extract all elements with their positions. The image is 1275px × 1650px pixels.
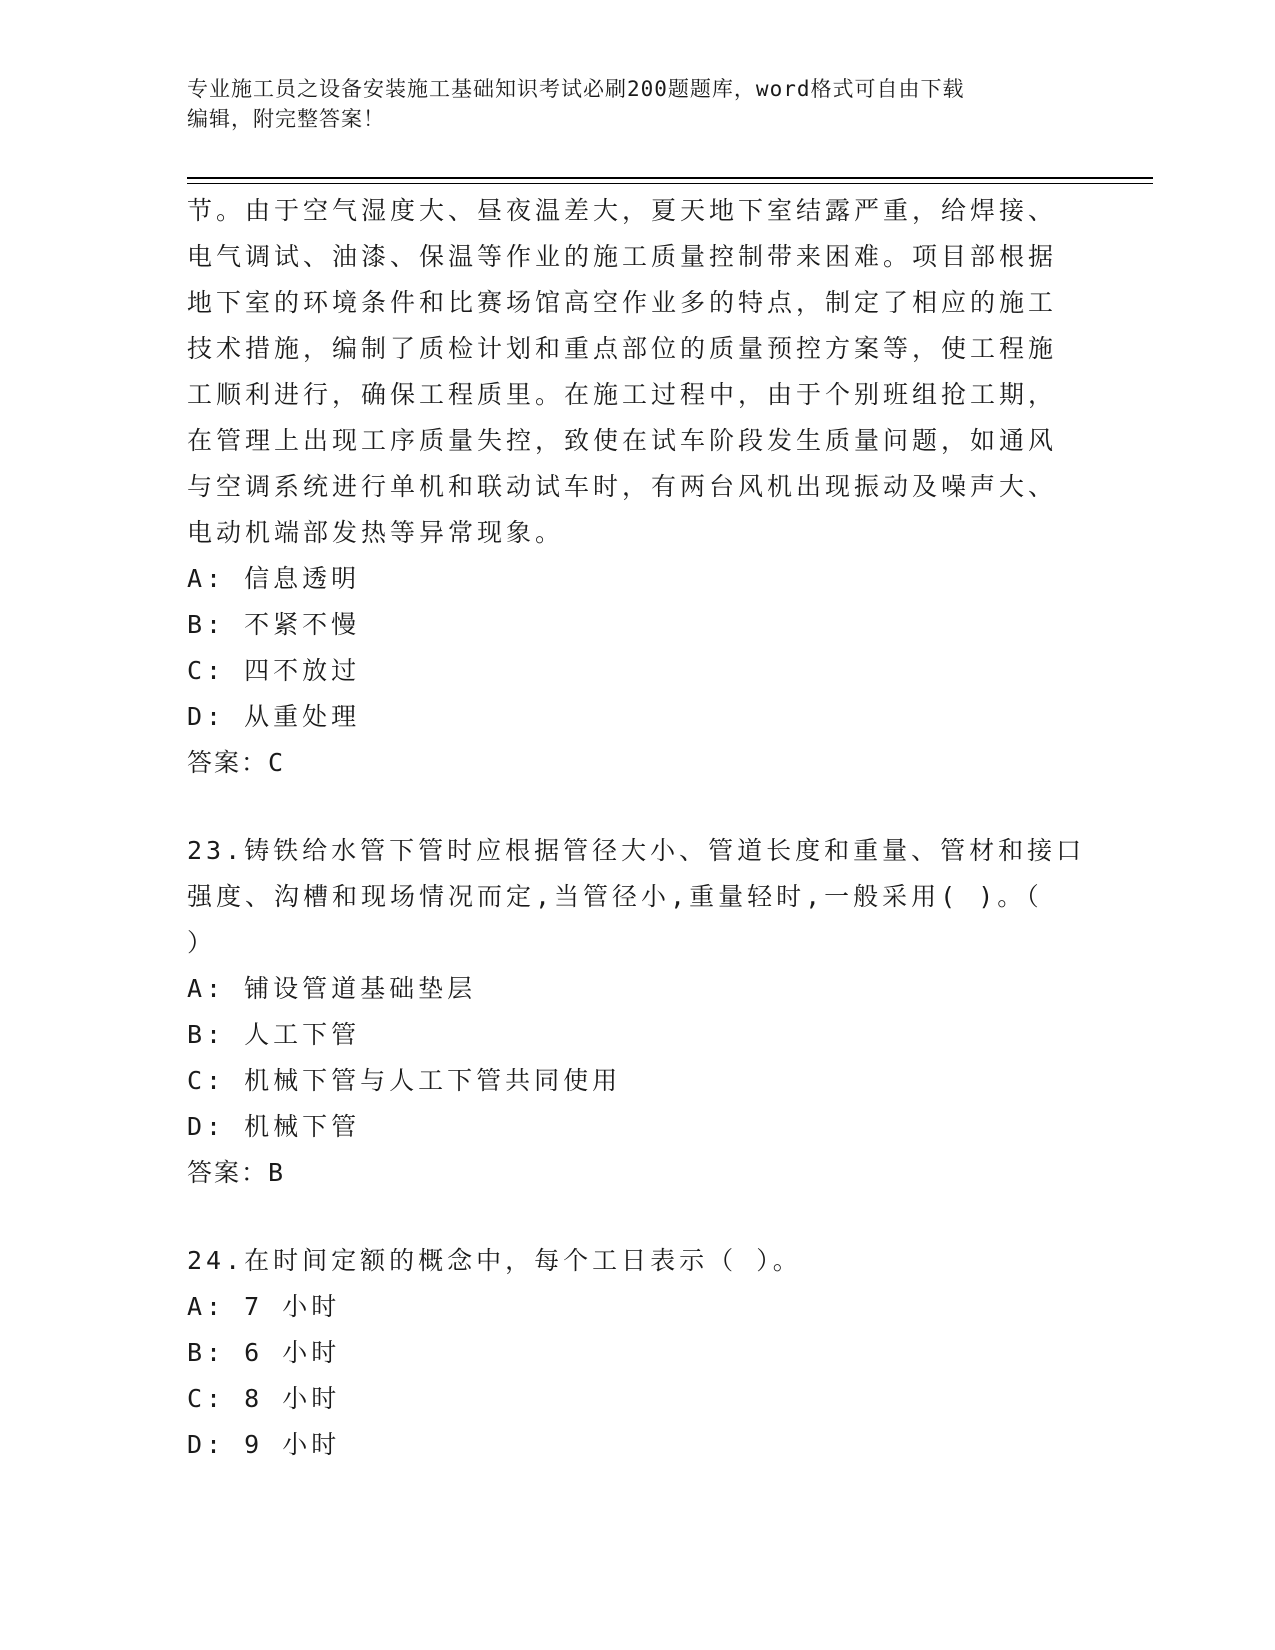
option-d: D: 机械下管 (187, 1112, 361, 1141)
question-text-line: 技术措施，编制了质检计划和重点部位的质量预控方案等，使工程施 (187, 334, 1058, 363)
question-text-line: 工顺利进行，确保工程质里。在施工过程中，由于个别班组抢工期， (187, 380, 1058, 409)
option-b: B: 6 小时 (187, 1338, 341, 1367)
question-text-line: 电动机端部发热等异常现象。 (187, 518, 565, 547)
header-title-line-1: 专业施工员之设备安装施工基础知识考试必刷200题题库，word格式可自由下载 (187, 77, 965, 101)
header-title-line-2: 编辑，附完整答案！ (187, 107, 385, 131)
option-d: D: 从重处理 (187, 702, 361, 731)
question-text-line: 地下室的环境条件和比赛场馆高空作业多的特点，制定了相应的施工 (187, 288, 1058, 317)
answer: 答案：C (187, 748, 286, 777)
question-text-line: ） (187, 928, 217, 957)
spacer (187, 1196, 1087, 1238)
option-c: C: 8 小时 (187, 1384, 341, 1413)
question-24 (187, 1238, 1087, 1468)
document-body (187, 188, 1087, 1468)
question-text-line: 23.铸铁给水管下管时应根据管径大小、管道长度和重量、管材和接口 (187, 836, 1086, 865)
question-text-line: 与空调系统进行单机和联动试车时，有两台风机出现振动及噪声大、 (187, 472, 1058, 501)
question-text-line: 强度、沟槽和现场情况而定,当管径小,重量轻时,一般采用( )。（ (187, 882, 1043, 911)
option-b: B: 不紧不慢 (187, 610, 361, 639)
option-a: A: 铺设管道基础垫层 (187, 974, 477, 1003)
option-a: A: 信息透明 (187, 564, 361, 593)
question-text-line: 24.在时间定额的概念中，每个工日表示（ ）。 (187, 1246, 802, 1275)
spacer (187, 786, 1087, 828)
answer: 答案：B (187, 1158, 286, 1187)
question-text-line: 节。由于空气湿度大、昼夜温差大，夏天地下室结露严重，给焊接、 (187, 196, 1058, 225)
option-d: D: 9 小时 (187, 1430, 341, 1459)
question-text-line: 电气调试、油漆、保温等作业的施工质量控制带来困难。项目部根据 (187, 242, 1058, 271)
option-c: C: 四不放过 (187, 656, 361, 685)
option-c: C: 机械下管与人工下管共同使用 (187, 1066, 622, 1095)
question-text-line: 在管理上出现工序质量失控，致使在试车阶段发生质量问题，如通风 (187, 426, 1058, 455)
option-a: A: 7 小时 (187, 1292, 341, 1321)
question-22 (187, 188, 1087, 786)
header-rule-thick (187, 177, 1153, 179)
document-header (187, 74, 1087, 134)
question-23 (187, 828, 1087, 1196)
option-b: B: 人工下管 (187, 1020, 361, 1049)
header-rule-thin (187, 183, 1153, 184)
